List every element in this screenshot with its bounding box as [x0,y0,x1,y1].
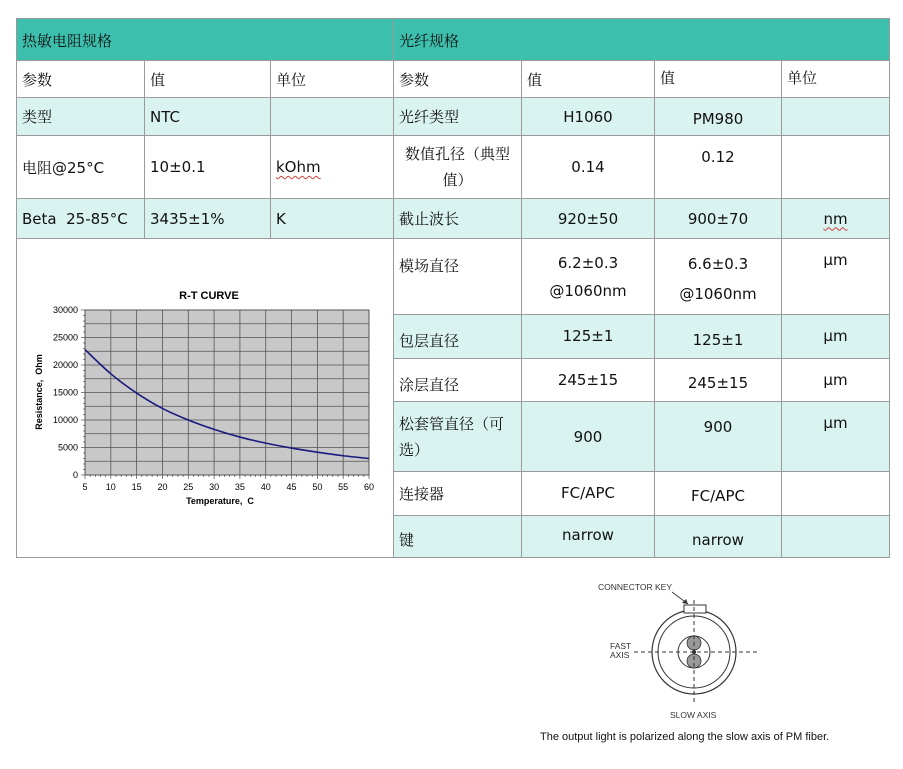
right-header-param: 参数 [393,60,522,98]
right-header-unit: 单位 [781,60,890,98]
x-tick-label: 55 [338,482,349,492]
left-row-resistance-unit [270,135,394,199]
cladding-param: 包层直径 [393,314,522,359]
left-row-beta-unit: K [270,198,394,239]
left-row-type-value: NTC [144,97,271,136]
connector-param: 连接器 [393,471,522,516]
cladding-h1060: 125±1 [521,314,655,359]
na-unit [781,135,890,199]
key-h1060: narrow [521,515,655,558]
mfd-h1060 [521,238,655,315]
y-tick-label: 0 [72,470,78,480]
cutoff-h1060: 920±50 [521,198,655,239]
mfd-h1060-text: 6.2±0.3 @1060nm [549,253,627,300]
x-tick-label: 25 [183,482,194,492]
y-tick-label: 5000 [57,442,78,453]
y-tick-labels [53,305,78,480]
fiber-type-unit [781,97,890,136]
mfd-unit: µm [781,238,890,315]
x-tick-label: 20 [157,482,168,492]
loose-tube-pm980: 900 [654,401,782,472]
na-param: 数值孔径（典型值） [393,135,522,199]
key-pm980: narrow [654,515,782,558]
x-axis-label: Temperature, C [186,496,254,506]
x-tick-label: 10 [105,482,116,492]
x-tick-label: 15 [131,482,142,492]
x-tick-label: 35 [234,482,245,492]
fast-axis-label-line1: FAST [610,641,632,651]
loose-tube-unit: µm [781,401,890,472]
left-header-unit: 单位 [270,60,394,98]
x-tick-label: 5 [82,482,88,492]
y-tick-label: 25000 [52,332,78,343]
fiber-type-param: 光纤类型 [393,97,522,136]
x-tick-label: 50 [312,482,323,492]
left-header-value: 值 [144,60,271,98]
diagram-caption: The output light is polarized along the slow axis of PM fiber. [540,731,830,743]
y-tick-label: 15000 [52,387,78,398]
fiber-type-h1060: H1060 [521,97,655,136]
y-tick-label: 10000 [52,415,78,425]
na-h1060: 0.14 [521,135,655,199]
rt-curve-panel [16,238,394,558]
fiber-spec-title: 光纤规格 [393,18,890,61]
unit-kohm: kOhm [276,158,321,176]
cladding-pm980: 125±1 [654,314,782,359]
thermistor-spec-title: 热敏电阻规格 [16,18,394,61]
coating-unit: µm [781,358,890,402]
x-tick-label: 45 [286,482,297,492]
left-row-type-param: 类型 [16,97,145,136]
y-axis-label: Resistance, Ohm [34,354,44,430]
coating-pm980: 245±15 [654,358,782,402]
left-row-resistance-value: 10±0.1 [144,135,271,199]
rt-curve-chart [17,239,393,557]
coating-param: 涂层直径 [393,358,522,402]
x-tick-label: 60 [363,482,375,492]
key-unit [781,515,890,558]
na-pm980: 0.12 [654,135,782,199]
left-row-resistance-param: 电阻@25°C [16,135,145,199]
right-header-value-2: 值 [654,60,782,98]
right-header-value-1: 值 [521,60,655,98]
slow-axis-label: SLOW AXIS [670,710,717,720]
mfd-pm980-text: 6.6±0.3 @1060nm [679,254,757,303]
y-tick-label: 20000 [52,360,78,370]
cutoff-param: 截止波长 [393,198,522,239]
connector-key-diagram [530,570,870,760]
loose-tube-param: 松套管直径（可选） [393,401,522,472]
coating-h1060: 245±15 [521,358,655,402]
cutoff-pm980: 900±70 [654,198,782,239]
left-row-beta-value: 3435±1% [144,198,271,239]
connector-key-label: CONNECTOR KEY [598,582,672,592]
x-tick-label: 40 [260,482,271,492]
cutoff-unit [781,198,890,239]
unit-nm: nm [823,209,848,228]
x-tick-labels [82,482,374,492]
mfd-param: 模场直径 [393,238,522,315]
left-row-type-unit [270,97,394,136]
x-tick-label: 30 [209,482,220,492]
chart-title: R-T CURVE [179,290,239,302]
fast-axis-label [610,641,633,660]
fast-axis-label-line2: AXIS [610,650,630,660]
y-tick-label: 30000 [52,305,78,315]
connector-h1060: FC/APC [521,471,655,516]
fiber-type-pm980: PM980 [654,97,782,136]
loose-tube-h1060: 900 [521,401,655,472]
key-param: 键 [393,515,522,558]
connector-key-tab [684,605,706,613]
mfd-pm980 [654,238,782,315]
connector-pm980: FC/APC [654,471,782,516]
left-row-beta-param: Beta 25-85°C [16,198,145,239]
cladding-unit: µm [781,314,890,359]
connector-unit [781,471,890,516]
left-header-param: 参数 [16,60,145,98]
